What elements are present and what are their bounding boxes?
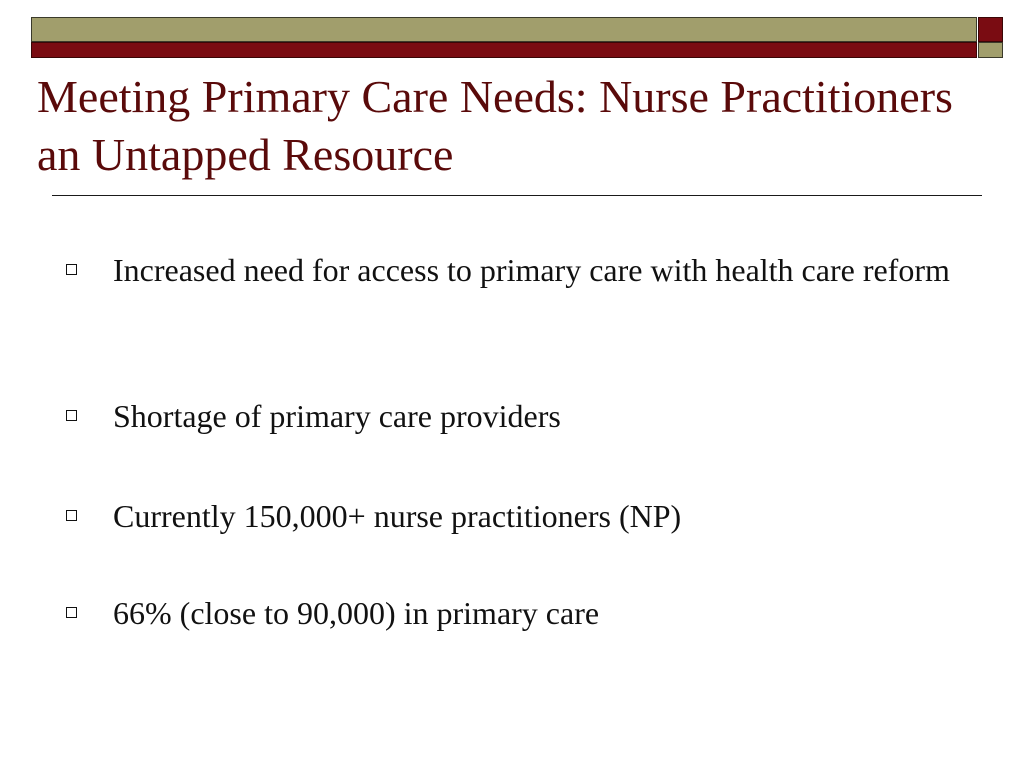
hollow-square-bullet-icon — [66, 607, 77, 618]
bullet-text: 66% (close to 90,000) in primary care — [113, 595, 600, 631]
hollow-square-bullet-icon — [66, 510, 77, 521]
header-corner-maroon-square — [978, 17, 1003, 42]
title-divider — [52, 195, 982, 196]
header-olive-bar — [31, 17, 977, 42]
bullet-text: Increased need for access to primary care with health care reform — [113, 252, 950, 288]
hollow-square-bullet-icon — [66, 410, 77, 421]
header-corner-olive-square — [978, 42, 1003, 58]
header-maroon-bar — [31, 42, 977, 58]
slide-title: Meeting Primary Care Needs: Nurse Practitioners an Untapped Resource — [37, 71, 953, 180]
hollow-square-bullet-icon — [66, 264, 77, 275]
bullet-text: Currently 150,000+ nurse practitioners (NP) — [113, 498, 682, 534]
bullet-text: Shortage of primary care providers — [113, 398, 561, 434]
